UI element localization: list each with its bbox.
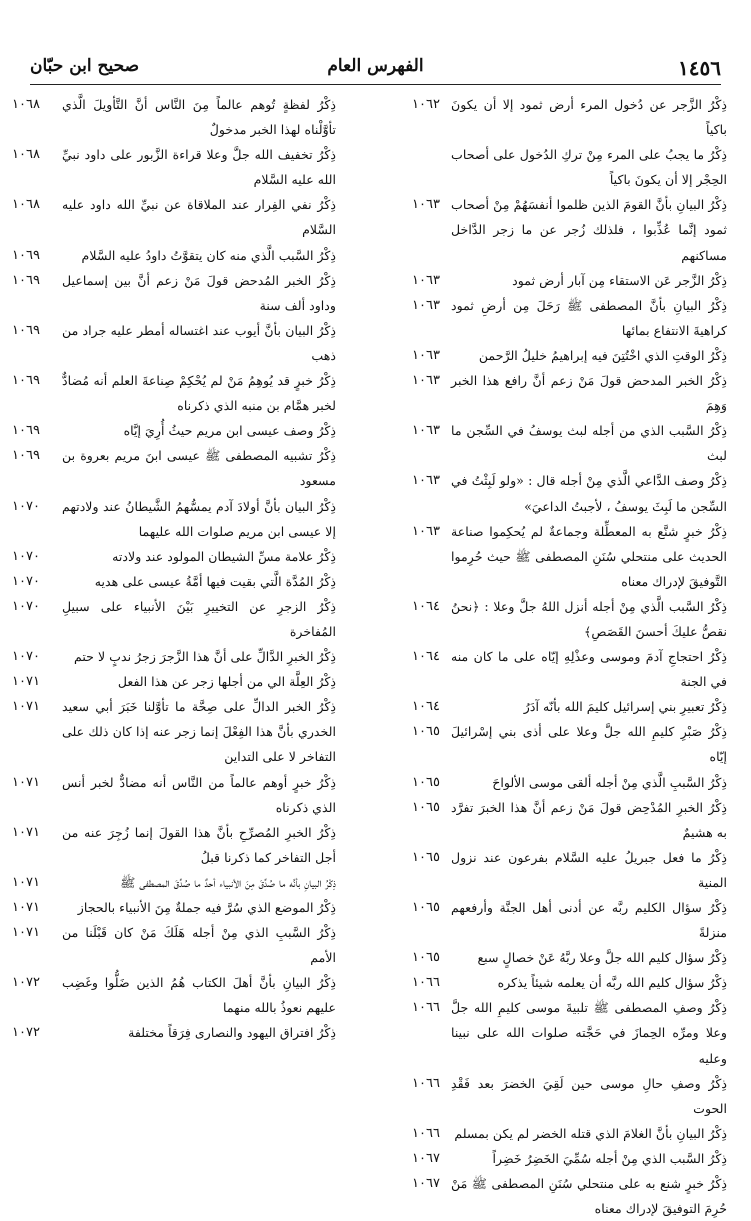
entry-page-number: ١٠٦٥ xyxy=(412,950,440,966)
entry-text: ذِكْرُ البيانِ بأنَّ القومَ الذين ظلموا أنفسَهُمْ مِنْ أصحاب ثمود إنَّما عُذِّبوا ، فلذلك زُجر عن ما زجر الدَّاخل مساكنهم xyxy=(451,197,727,263)
index-entry xyxy=(401,945,741,970)
entry-page-number: ١٠٧١ xyxy=(12,699,40,715)
left-column xyxy=(10,92,350,1046)
index-entry xyxy=(401,845,741,895)
index-entry xyxy=(10,770,350,820)
index-entry xyxy=(401,1171,741,1221)
entry-text: ذِكْرُ وصفِ المصطفى ﷺ تلبيةَ موسى كليمِ الله جلَّ وعلا ومرِّه الحِمازَ في حَجَّته صلوات الله على نبينا وعليه xyxy=(451,1000,727,1066)
index-entry xyxy=(10,268,350,318)
right-column xyxy=(401,92,741,1221)
entry-text: ذِكْرُ ما فعل جبريلُ عليه السَّلام بفرعون عند نزول المنية xyxy=(451,849,727,890)
entry-page-number: ١٠٦٧ xyxy=(412,1150,440,1166)
index-entry xyxy=(10,669,350,694)
index-entry xyxy=(401,795,741,845)
index-entry xyxy=(10,920,350,970)
index-entry xyxy=(401,92,741,142)
index-entry xyxy=(401,694,741,719)
index-entry xyxy=(401,770,741,795)
index-entry xyxy=(401,519,741,594)
entry-text: ذِكْرُ خبرٍ شنع به على منتحلي سُنَنِ المصطفى ﷺ مَنْ حُرِمَ التوفيقَ لإدراك معناه xyxy=(451,1176,727,1217)
entry-page-number: ١٠٦٥ xyxy=(412,724,440,740)
entry-page-number: ١٠٧١ xyxy=(12,874,40,890)
entry-text: ذِكْرُ الخبرِ الدَّالِّ على أنَّ هذا الزَّجرَ زجرُ ندبٍ لا حتم xyxy=(73,649,336,665)
index-entry xyxy=(10,243,350,268)
entry-page-number: ١٠٦٣ xyxy=(412,347,440,363)
index-entry xyxy=(10,870,350,895)
entry-page-number: ١٠٦٩ xyxy=(12,373,40,389)
entry-page-number: ١٠٦٩ xyxy=(12,322,40,338)
entry-page-number: ١٠٦٨ xyxy=(12,197,40,213)
entry-page-number: ١٠٦٦ xyxy=(412,975,440,991)
entry-text: ذِكْرُ احتجاجِ آدمَ وموسى وعذْلِهِ إيّاه على ما كان منه في الجنة xyxy=(451,649,727,690)
index-entry xyxy=(401,293,741,343)
entry-page-number: ١٠٦٦ xyxy=(412,1075,440,1091)
entry-text: ذِكْرُ العِلَّة الي من أجلها زجر عن هذا الفعل xyxy=(117,674,336,690)
index-entry xyxy=(10,418,350,443)
entry-text: ذِكْرُ وصف عيسى ابن مريم حيثُ أُرِيَ إيَّاه xyxy=(123,423,336,439)
index-entry xyxy=(401,594,741,644)
entry-page-number: ١٠٦٤ xyxy=(412,598,440,614)
entry-page-number: ١٠٧٠ xyxy=(12,598,40,614)
entry-page-number: ١٠٧١ xyxy=(12,774,40,790)
index-entry xyxy=(10,142,350,192)
entry-page-number: ١٠٦٦ xyxy=(412,1125,440,1141)
index-entry xyxy=(10,594,350,644)
index-entry xyxy=(401,995,741,1070)
index-entry xyxy=(10,92,350,142)
entry-text: ذِكْرُ خبرٍ قد يُوهِمُ مَنْ لم يُحْكِمْ صِناعةَ العلم أنه مُضادٌّ لخبر همَّام بن منبه الذي ذكرناه xyxy=(62,373,336,414)
entry-page-number: ١٠٦٥ xyxy=(412,774,440,790)
entry-text: ذِكْرُ الزجرِ عن التخييرِ بَيْنَ الأنبياء على سبيلِ المُفاخرة xyxy=(62,598,336,639)
index-entry xyxy=(10,192,350,242)
entry-text: ذِكْرُ البيانِ بأنَّ الغلامَ الذي قتله الخضر لم يكن بمسلم xyxy=(454,1125,727,1141)
entry-text: ذِكْرُ الوقتِ الذي اخْتُتِنَ فيه إبراهيمُ خليلُ الرَّحمن xyxy=(478,347,727,363)
entry-text: ذِكْرُ لفظةٍ تُوهم عالماً مِنَ النَّاس أنَّ التَّأويلَ الَّذي تأوَّلْناه لهذا الخبر مدخولٌ xyxy=(62,97,336,138)
entry-page-number: ١٠٦٣ xyxy=(412,297,440,313)
entry-text: ذِكْرُ خبرٍ أوهم عالماً من النَّاس أنه مضادٌّ لخبر أنس الذي ذكرناه xyxy=(62,774,336,815)
entry-page-number: ١٠٧١ xyxy=(12,674,40,690)
entry-text: ذِكْرُ صَبْرِ كليمِ الله جلَّ وعلا على أذى بني إسْرائيلَ إيّاه xyxy=(451,724,727,765)
index-entry xyxy=(401,368,741,418)
entry-page-number: ١٠٧١ xyxy=(12,900,40,915)
index-entry xyxy=(401,142,741,192)
entry-page-number: ١٠٦٨ xyxy=(12,97,40,112)
entry-text: ذِكْرُ سؤال كليم الله ربَّه أن يعلمه شيئاً يذكره xyxy=(497,975,727,991)
entry-text: ذِكْرُ تشبيه المصطفى ﷺ عيسى ابنَ مريم بعروة بن مسعود xyxy=(62,448,336,489)
index-entry xyxy=(10,569,350,594)
entry-page-number: ١٠٧١ xyxy=(12,925,40,941)
index-title: الفهرس العام xyxy=(327,56,424,76)
entry-text: ذِكْرُ البيان بأنَّ أولادَ آدم يمسُّهمُ الشَّيطانُ عند ولادتهم إلا عيسى ابن مريم صلوات الله عليهما xyxy=(62,498,336,539)
entry-text: ذِكْرُ افتراق اليهود والنصارى فِرَقاً مختلفة xyxy=(128,1025,336,1041)
entry-text: ذِكْرُ المُدَّة الَّتي بقيت فيها أمَّةُ عيسى على هديه xyxy=(94,573,336,589)
entry-text: ذِكْرُ السَّببِ الذي مِنْ أجله هَلَكَ مَنْ كان قَبْلَنا من الأمم xyxy=(62,925,336,966)
entry-page-number: ١٠٦٣ xyxy=(412,523,440,539)
entry-page-number: ١٠٦٣ xyxy=(412,423,440,439)
index-entry xyxy=(10,644,350,669)
index-entry xyxy=(10,895,350,920)
index-entry xyxy=(10,443,350,493)
entry-text: ذِكْرُ الخبر الدالِّ على صِحَّة ما تأوَّلنا خَبَرَ أبي سعيد الخدري بأنَّ هذا الفِعْلَ إنما زجر عنه إذا كان ذلك على التفاخر لا على التداين xyxy=(62,699,336,765)
entry-page-number: ١٠٧٠ xyxy=(12,548,40,564)
entry-text: ذِكْرُ البيان بأنَّ أيوب عند اغتساله أمطر عليه جراد من ذهب xyxy=(62,322,336,363)
index-entry xyxy=(401,895,741,945)
entry-page-number: ١٠٧٢ xyxy=(12,975,40,991)
index-entry xyxy=(401,468,741,518)
entry-page-number: ١٠٦٣ xyxy=(412,197,440,213)
index-entry xyxy=(401,268,741,293)
book-title: صحيح ابن حبّان xyxy=(30,56,140,76)
entry-text: ذِكْرُ الخبرِ المُدْحِض قولَ مَنْ زعم أنَّ هذا الخبرَ تفرَّد به هشيمٌ xyxy=(451,799,727,840)
entry-page-number: ١٠٦٣ xyxy=(412,373,440,389)
entry-text: ذِكْرُ السَّبب الذي من أجله لبث يوسفُ في السِّجن ما لبث xyxy=(451,423,727,464)
entry-page-number: ١٠٦٩ xyxy=(12,247,40,263)
entry-text: ذِكْرُ خبرٍ شنَّع به المعطِّلة وجماعةٌ لم يُحكِموا صناعة الحديث على منتحلي سُنَنِ المصطفى ﷺ حيث حُرِموا التَّوفيقَ لإدراك معناه xyxy=(451,523,727,589)
index-entry xyxy=(401,418,741,468)
entry-text: ذِكْرُ الخبر المدحض قولَ مَنْ زعم أنَّ رافع هذا الخبر وَهِمَ xyxy=(451,373,727,414)
entry-page-number: ١٠٧١ xyxy=(12,824,40,840)
entry-page-number: ١٠٦٦ xyxy=(412,1000,440,1016)
entry-page-number: ١٠٦٥ xyxy=(412,849,440,865)
entry-page-number: ١٠٦٣ xyxy=(412,473,440,489)
index-entry xyxy=(401,343,741,368)
entry-text: ذِكْرُ الخبر المُدحض قولَ مَنْ زعم أنَّ بين إسماعيل وداود ألف سنة xyxy=(62,272,336,313)
index-entry xyxy=(10,970,350,1020)
entry-text: ذِكْرُ ما يجبُ على المرء مِنْ تركِ الدُخول على أصحاب الحِجْر إلا أن يكونَ باكياً xyxy=(451,147,727,188)
entry-page-number: ١٠٦٧ xyxy=(412,1176,440,1192)
entry-page-number: ١٠٦٩ xyxy=(12,448,40,464)
index-entry xyxy=(401,1146,741,1171)
index-entry xyxy=(401,719,741,769)
entry-text: ذِكْرُ تخفيف الله جلَّ وعلا قراءة الزَّبور على داود نبيِّ الله عليه السَّلام xyxy=(62,147,336,188)
entry-text: ذِكْرُ الموضع الذي سُرَّ فيه جملةٌ مِنَ الأنبياء بالحجاز xyxy=(77,900,336,915)
entry-text: ذِكْرُ السَّبب الذي مِنْ أجله سُمِّيَ الخَضِرُ خَضِراً xyxy=(492,1150,727,1166)
entry-page-number: ١٠٦٤ xyxy=(412,699,440,715)
entry-text: ذِكْرُ السَّبب الَّذي منه كان يتقوَّتُ داودُ عليه السَّلام xyxy=(81,247,336,263)
entry-text: ذِكْرُ سؤال الكليم ربَّه عن أدنى أهل الجنَّة وأرفعهم منزلةً xyxy=(451,900,727,941)
entry-page-number: ١٠٦٩ xyxy=(12,272,40,288)
entry-page-number: ١٠٦٨ xyxy=(12,147,40,163)
entry-text: ذِكْرُ علامة مسِّ الشيطان المولود عند ولادته xyxy=(112,548,336,564)
entry-text: ذِكْرُ سؤال كليم الله جلَّ وعلا ربَّهُ عَنْ خصالٍ سبع xyxy=(477,950,727,966)
entry-page-number: ١٠٧٢ xyxy=(12,1025,40,1041)
index-entry xyxy=(10,820,350,870)
index-entry xyxy=(10,318,350,368)
index-entry xyxy=(10,368,350,418)
index-entry xyxy=(10,694,350,769)
entry-page-number: ١٠٦٣ xyxy=(412,272,440,288)
index-entry xyxy=(401,644,741,694)
entry-text: ذِكْرُ نفي الفِرار عند الملاقاة عن نبيِّ الله داود عليه السَّلام xyxy=(62,197,336,238)
entry-page-number: ١٠٧٠ xyxy=(12,498,40,514)
entry-text: ذِكْرُ البيانِ بأنَّه ما صُدِّقَ مِنَ الأنبياء أحدٌ ما صُدِّقَ المصطفى ﷺ xyxy=(120,874,336,890)
entry-text: ذِكْرُ الزَّجر عَن الاستقاء مِن آبار أرض ثمود xyxy=(512,272,727,288)
index-entry xyxy=(10,494,350,544)
entry-page-number: ١٠٦٩ xyxy=(12,423,40,439)
entry-text: ذِكْرُ وصفِ حالِ موسى حين لَقِيَ الخضرَ بعد فَقْدِ الحوت xyxy=(451,1075,727,1116)
entry-text: ذِكْرُ الزَّجر عن دُخول المرء أرض ثمود إلا أن يكونَ باكياً xyxy=(451,97,727,138)
index-entry xyxy=(10,1020,350,1045)
index-entry xyxy=(401,1071,741,1121)
page-header xyxy=(30,50,721,85)
entry-page-number: ١٠٦٥ xyxy=(412,799,440,815)
entry-text: ذِكْرُ تعبيرِ بني إسرائيل كليمَ الله بأنّه آدَرُ xyxy=(523,699,727,715)
index-entry xyxy=(401,192,741,267)
index-entry xyxy=(10,544,350,569)
entry-page-number: ١٠٧٠ xyxy=(12,573,40,589)
entry-text: ذِكْرُ السَّبب الَّذي مِنْ أجله أنزل اللهُ جلَّ وعلا : ﴿نحنُ نقصُّ عليكَ أحسنَ القَصَصِ﴾ xyxy=(451,598,727,639)
entry-page-number: ١٠٦٢ xyxy=(412,97,440,112)
entry-text: ذِكْرُ البيانِ بأنَّ أهلَ الكتاب هُمُ الذين ضَلُّوا وغَضِب عليهم نعوذُ بالله منهما xyxy=(62,975,336,1016)
index-entry xyxy=(401,970,741,995)
index-entry xyxy=(401,1121,741,1146)
entry-page-number: ١٠٧٠ xyxy=(12,649,40,665)
page-number: ١٤٥٦ xyxy=(678,56,721,80)
entry-text: ذِكْرُ وصف الدَّاعي الَّذي مِنْ أجله قال : «ولو لَبِثْتُ في السِّجن ما لَبِثَ يوسفُ ، لأجبتُ الداعيَ» xyxy=(451,473,727,514)
entry-page-number: ١٠٦٤ xyxy=(412,649,440,665)
entry-text: ذِكْرُ السَّببِ الَّذي مِنْ أجله ألقى موسى الألواحَ xyxy=(492,774,727,790)
entry-page-number: ١٠٦٥ xyxy=(412,900,440,915)
entry-text: ذِكْرُ الخبرِ المُصرِّحِ بأنَّ هذا القولَ إنما زُجِرَ عنه من أجل التفاخر كما ذكرنا قبلُ xyxy=(62,824,336,865)
entry-text: ذِكْرُ البيانِ بأنَّ المصطفى ﷺ رَحَلَ مِن أرضِ ثمود كراهيةَ الانتفاع بمائها xyxy=(451,297,727,338)
